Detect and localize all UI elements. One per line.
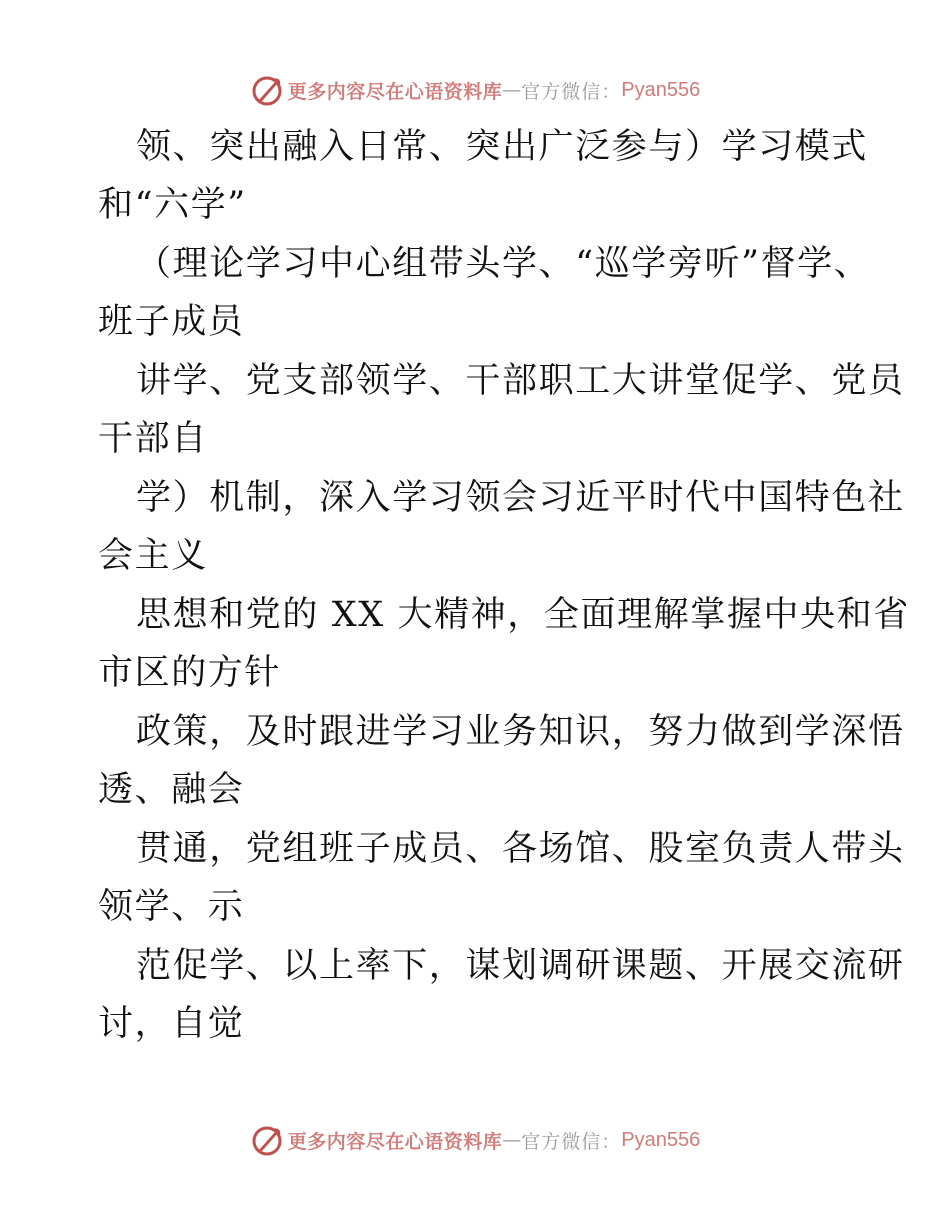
- watermark-dash: —: [502, 1129, 522, 1151]
- text-line: 讲学、党支部领学、干部职工大讲堂促学、党员: [136, 361, 905, 401]
- watermark-wechat-id: Pyan556: [621, 1128, 701, 1151]
- watermark-dash: —: [502, 79, 522, 101]
- watermark-wechat-label: 官方微信：: [521, 1130, 622, 1153]
- text-line: 贯通，党组班子成员、各场馆、股室负责人带头: [136, 829, 905, 869]
- text-line: 班子成员: [98, 302, 245, 342]
- quill-seal-icon: [250, 1123, 284, 1157]
- watermark-wechat-id: Pyan556: [621, 78, 701, 101]
- text-line: 范促学、以上率下，谋划调研课题、开展交流研: [136, 946, 905, 986]
- text-line: 学）机制，深入学习领会习近平时代中国特色社: [136, 478, 905, 518]
- text-line: 和“六学”: [98, 185, 247, 225]
- text-line: 干部自: [98, 419, 208, 459]
- text-line: 领、突出融入日常、突出广泛参与）学习模式: [136, 127, 869, 167]
- watermark-brand: 更多内容尽在心语资料库: [287, 1130, 503, 1153]
- text-line: 会主义: [98, 536, 208, 576]
- text-line: 政策，及时跟进学习业务知识，努力做到学深悟: [136, 712, 905, 752]
- text-line: 领学、示: [98, 887, 245, 927]
- watermark-brand: 更多内容尽在心语资料库: [287, 80, 503, 103]
- text-line: 讨，自觉: [98, 1004, 245, 1044]
- text-line: 市区的方针: [98, 653, 282, 693]
- watermark-wechat-label: 官方微信：: [521, 80, 622, 103]
- text-line: （理论学习中心组带头学、“巡学旁听”督学、: [136, 244, 871, 284]
- footer-watermark: [0, 1122, 950, 1158]
- text-line: 透、融会: [98, 770, 245, 810]
- text-line: 思想和党的 XX 大精神，全面理解掌握中央和省: [136, 595, 910, 635]
